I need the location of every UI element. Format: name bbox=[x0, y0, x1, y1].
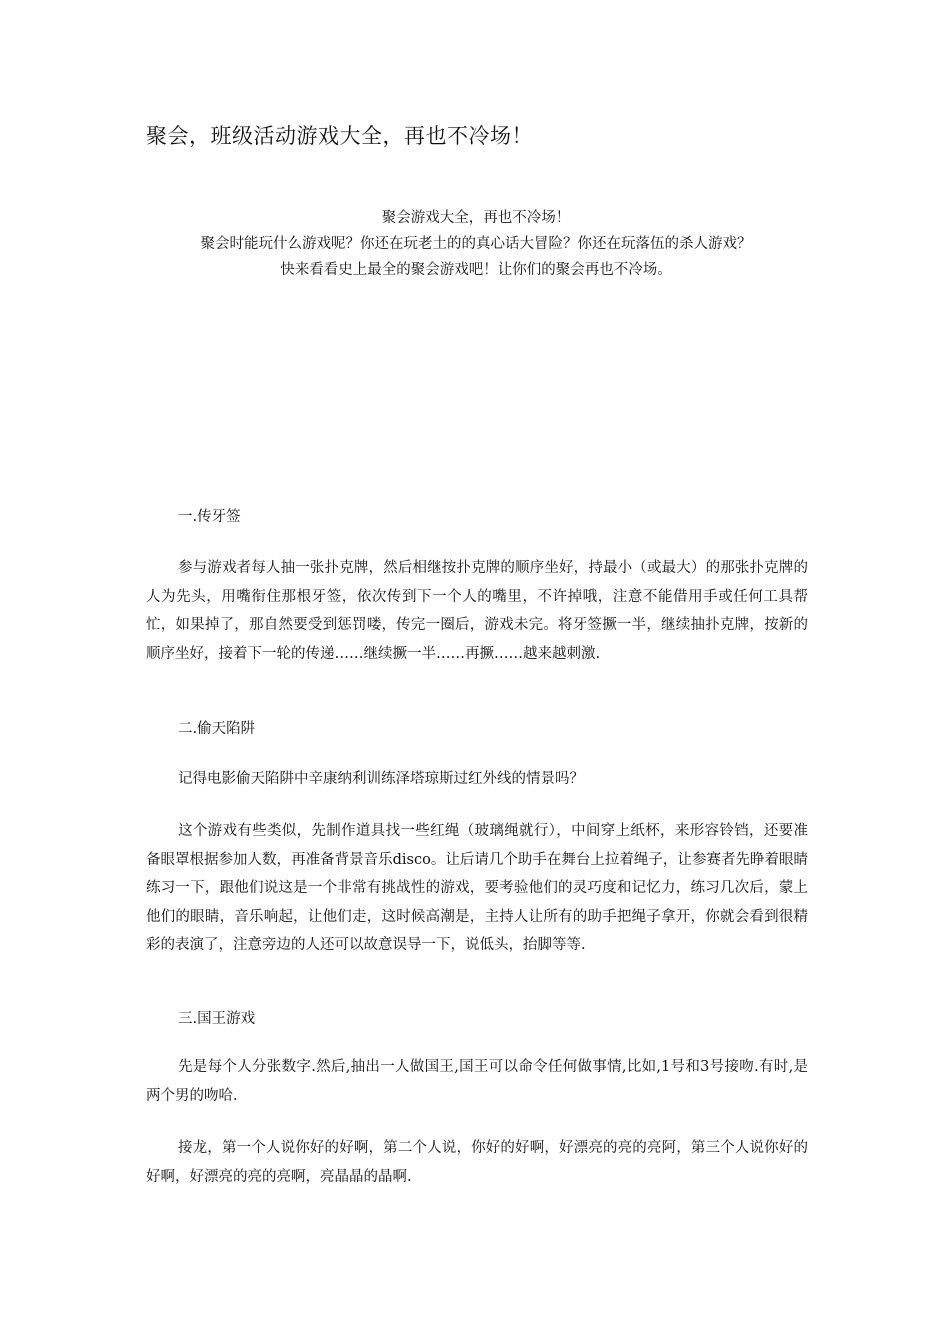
section-2-paragraph-1: 记得电影偷天陷阱中辛康纳利训练泽塔琼斯过红外线的情景吗？ bbox=[178, 771, 584, 787]
intro-line-2: 聚会时能玩什么游戏呢？你还在玩老土的的真心话大冒险？你还在玩落伍的杀人游戏？ bbox=[200, 236, 752, 252]
section-1-paragraph-1: 参与游戏者每人抽一张扑克牌，然后相继按扑克牌的顺序坐好，持最小（或最大）的那张扑克牌的人为先头，用嘴衔住那根牙签，依次传到下一个人的嘴里，不许掉哦，注意不能借用手或任何工具帮忙，如果掉了，那自然要受到惩罚喽，传完一圈后，游戏未完。将牙签撅一半，继续抽扑克牌，按新的顺序坐好，接着下一轮的传递……继续撅一半……再撅……越来越刺激. bbox=[146, 560, 808, 662]
document-title: 聚会，班级活动游戏大全，再也不冷场！ bbox=[146, 124, 533, 148]
section-heading-2: 二.偷天陷阱 bbox=[178, 721, 256, 737]
intro-block bbox=[146, 205, 806, 283]
section-3-paragraph-1: 先是每个人分张数字.然后,抽出一人做国王,国王可以命令任何做事情,比如,1号和3号接吻.有时,是两个男的吻哈. bbox=[146, 1059, 808, 1104]
section-heading-3: 三.国王游戏 bbox=[178, 1011, 256, 1027]
section-2-paragraph-2: 这个游戏有些类似，先制作道具找一些红绳（玻璃绳就行），中间穿上纸杯，来形容铃铛，还要准备眼罩根据参加人数，再准备背景音乐disco。让后请几个助手在舞台上拉着绳子，让参赛者先睁着眼睛练习一下，跟他们说这是一个非常有挑战性的游戏，要考验他们的灵巧度和记忆力，练习几次后，蒙上他们的眼睛，音乐响起，让他们走，这时候高潮是，主持人让所有的助手把绳子拿开，你就会看到很精彩的表演了，注意旁边的人还可以故意误导一下，说低头，抬脚等等. bbox=[146, 823, 808, 953]
intro-line-1: 聚会游戏大全，再也不冷场！ bbox=[381, 210, 571, 226]
intro-line-3: 快来看看史上最全的聚会游戏吧！让你们的聚会再也不冷场。 bbox=[280, 262, 672, 278]
section-3-paragraph-2: 接龙，第一个人说你好的好啊，第二个人说，你好的好啊，好漂亮的亮的亮阿，第三个人说你好的好啊，好漂亮的亮的亮啊，亮晶晶的晶啊. bbox=[146, 1140, 808, 1185]
section-heading-1: 一.传牙签 bbox=[178, 509, 241, 525]
